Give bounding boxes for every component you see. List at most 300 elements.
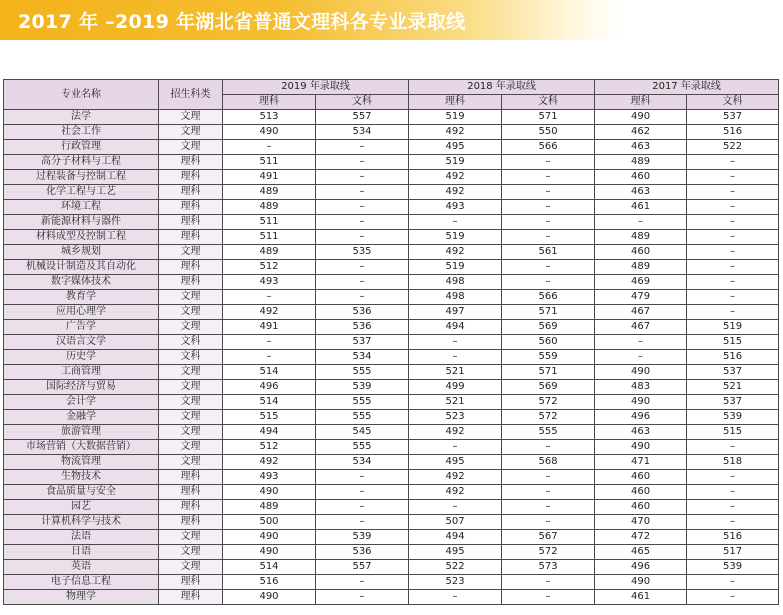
score-2017-arts: 518 xyxy=(687,455,779,470)
score-2017-arts: 516 xyxy=(687,530,779,545)
score-2019-arts: – xyxy=(316,590,409,605)
table-row xyxy=(4,125,779,140)
score-2018-science: 492 xyxy=(409,125,502,140)
score-2019-arts: 555 xyxy=(316,395,409,410)
score-2019-arts: 555 xyxy=(316,410,409,425)
major-name: 法语 xyxy=(4,530,159,545)
score-2017-science: – xyxy=(595,215,687,230)
score-2017-arts: 517 xyxy=(687,545,779,560)
major-name: 园艺 xyxy=(4,500,159,515)
major-name: 工商管理 xyxy=(4,365,159,380)
score-2018-arts: – xyxy=(502,185,595,200)
score-2019-science: 490 xyxy=(223,590,316,605)
major-name: 材料成型及控制工程 xyxy=(4,230,159,245)
score-2017-arts: 516 xyxy=(687,350,779,365)
category: 文理 xyxy=(159,125,223,140)
score-2019-arts: 557 xyxy=(316,110,409,125)
score-2018-arts: – xyxy=(502,470,595,485)
score-2018-arts: 550 xyxy=(502,125,595,140)
category: 理科 xyxy=(159,470,223,485)
category: 文理 xyxy=(159,365,223,380)
score-2017-science: 467 xyxy=(595,320,687,335)
score-2017-arts: – xyxy=(687,275,779,290)
score-2018-arts: 571 xyxy=(502,305,595,320)
score-2018-arts: 568 xyxy=(502,455,595,470)
score-2019-arts: – xyxy=(316,260,409,275)
score-2019-science: – xyxy=(223,290,316,305)
major-name: 应用心理学 xyxy=(4,305,159,320)
score-2018-science: 521 xyxy=(409,395,502,410)
score-2018-arts: – xyxy=(502,200,595,215)
score-2019-science: 512 xyxy=(223,440,316,455)
score-2019-science: 490 xyxy=(223,530,316,545)
score-2018-arts: – xyxy=(502,440,595,455)
score-2017-arts: – xyxy=(687,200,779,215)
score-2017-science: 471 xyxy=(595,455,687,470)
score-2018-science: 493 xyxy=(409,200,502,215)
score-2018-science: – xyxy=(409,215,502,230)
score-2017-science: 470 xyxy=(595,515,687,530)
major-name: 物理学 xyxy=(4,590,159,605)
score-2019-arts: – xyxy=(316,470,409,485)
category: 文理 xyxy=(159,395,223,410)
score-2018-arts: 555 xyxy=(502,425,595,440)
header-category: 招生科类 xyxy=(159,80,223,110)
category: 文理 xyxy=(159,410,223,425)
score-2018-science: – xyxy=(409,590,502,605)
major-name: 汉语言文学 xyxy=(4,335,159,350)
score-2018-arts: 566 xyxy=(502,290,595,305)
score-2017-science: 460 xyxy=(595,485,687,500)
table-row xyxy=(4,545,779,560)
score-2018-arts: 567 xyxy=(502,530,595,545)
table-row xyxy=(4,320,779,335)
score-2017-arts: – xyxy=(687,515,779,530)
score-2018-arts: 572 xyxy=(502,410,595,425)
score-2017-science: 479 xyxy=(595,290,687,305)
category: 理科 xyxy=(159,155,223,170)
table-row xyxy=(4,560,779,575)
score-2018-science: 519 xyxy=(409,155,502,170)
score-2019-arts: 539 xyxy=(316,380,409,395)
score-2019-arts: – xyxy=(316,215,409,230)
major-name: 教育学 xyxy=(4,290,159,305)
score-2018-science: 492 xyxy=(409,245,502,260)
table-row xyxy=(4,455,779,470)
score-2019-science: 493 xyxy=(223,470,316,485)
score-2019-science: 496 xyxy=(223,380,316,395)
score-2019-science: 491 xyxy=(223,320,316,335)
score-2019-arts: – xyxy=(316,575,409,590)
category: 理科 xyxy=(159,275,223,290)
table-row xyxy=(4,275,779,290)
score-2019-science: 491 xyxy=(223,170,316,185)
table-row xyxy=(4,185,779,200)
score-2017-arts: 516 xyxy=(687,125,779,140)
score-2017-arts: 537 xyxy=(687,365,779,380)
score-2017-science: 489 xyxy=(595,155,687,170)
score-2017-arts: – xyxy=(687,305,779,320)
major-name: 历史学 xyxy=(4,350,159,365)
score-2019-science: 511 xyxy=(223,155,316,170)
score-2017-science: 461 xyxy=(595,200,687,215)
category: 文理 xyxy=(159,320,223,335)
table-row xyxy=(4,170,779,185)
score-2018-arts: – xyxy=(502,500,595,515)
admission-score-table xyxy=(3,79,779,605)
score-2019-science: – xyxy=(223,335,316,350)
score-2017-science: 463 xyxy=(595,425,687,440)
score-2019-arts: – xyxy=(316,140,409,155)
header-year-2019: 2019 年录取线 xyxy=(223,80,409,95)
score-2019-arts: 537 xyxy=(316,335,409,350)
score-2018-science: 519 xyxy=(409,260,502,275)
table-row xyxy=(4,290,779,305)
score-2019-arts: – xyxy=(316,275,409,290)
score-2019-science: 514 xyxy=(223,395,316,410)
score-2019-arts: 536 xyxy=(316,545,409,560)
score-2019-science: – xyxy=(223,140,316,155)
major-name: 行政管理 xyxy=(4,140,159,155)
category: 理科 xyxy=(159,215,223,230)
score-2018-science: 494 xyxy=(409,530,502,545)
major-name: 英语 xyxy=(4,560,159,575)
score-2018-science: 499 xyxy=(409,380,502,395)
score-2017-arts: – xyxy=(687,470,779,485)
score-2019-science: 490 xyxy=(223,125,316,140)
score-2017-science: 472 xyxy=(595,530,687,545)
category: 文理 xyxy=(159,140,223,155)
category: 理科 xyxy=(159,170,223,185)
score-2019-arts: – xyxy=(316,185,409,200)
category: 文科 xyxy=(159,335,223,350)
header-sub: 文科 xyxy=(687,95,779,110)
score-2019-arts: – xyxy=(316,200,409,215)
score-2018-science: 494 xyxy=(409,320,502,335)
score-2019-arts: – xyxy=(316,290,409,305)
score-2019-science: 492 xyxy=(223,305,316,320)
table-row xyxy=(4,470,779,485)
score-2018-arts: 569 xyxy=(502,380,595,395)
major-name: 国际经济与贸易 xyxy=(4,380,159,395)
score-2018-arts: 559 xyxy=(502,350,595,365)
major-name: 广告学 xyxy=(4,320,159,335)
page-title: 2017 年 –2019 年湖北省普通文理科各专业录取线 xyxy=(18,11,466,33)
score-2019-arts: – xyxy=(316,515,409,530)
score-2017-arts: 537 xyxy=(687,395,779,410)
score-2019-arts: – xyxy=(316,230,409,245)
score-2017-science: 496 xyxy=(595,560,687,575)
score-2018-arts: – xyxy=(502,485,595,500)
score-2019-science: 489 xyxy=(223,200,316,215)
category: 文理 xyxy=(159,110,223,125)
score-2017-arts: – xyxy=(687,260,779,275)
major-name: 过程装备与控制工程 xyxy=(4,170,159,185)
header-sub: 理科 xyxy=(595,95,687,110)
table-row xyxy=(4,575,779,590)
score-2019-science: 489 xyxy=(223,500,316,515)
score-2018-science: 492 xyxy=(409,485,502,500)
score-2017-science: 465 xyxy=(595,545,687,560)
score-2019-arts: – xyxy=(316,500,409,515)
score-2019-science: 490 xyxy=(223,485,316,500)
table-row xyxy=(4,260,779,275)
score-2018-science: 497 xyxy=(409,305,502,320)
major-name: 旅游管理 xyxy=(4,425,159,440)
score-2018-science: – xyxy=(409,350,502,365)
score-2018-arts: – xyxy=(502,590,595,605)
score-2017-science: 496 xyxy=(595,410,687,425)
score-2018-science: – xyxy=(409,335,502,350)
score-2017-science: 483 xyxy=(595,380,687,395)
score-2017-science: 467 xyxy=(595,305,687,320)
major-name: 城乡规划 xyxy=(4,245,159,260)
score-2018-arts: – xyxy=(502,215,595,230)
score-2019-arts: 534 xyxy=(316,125,409,140)
score-2017-science: 460 xyxy=(595,470,687,485)
score-2017-arts: – xyxy=(687,575,779,590)
table-row xyxy=(4,515,779,530)
score-2017-arts: – xyxy=(687,485,779,500)
category: 理科 xyxy=(159,485,223,500)
score-2018-science: – xyxy=(409,500,502,515)
score-2017-arts: 515 xyxy=(687,425,779,440)
major-name: 金融学 xyxy=(4,410,159,425)
category: 文理 xyxy=(159,245,223,260)
score-2017-arts: – xyxy=(687,215,779,230)
score-2018-arts: – xyxy=(502,260,595,275)
category: 理科 xyxy=(159,590,223,605)
score-2019-science: 516 xyxy=(223,575,316,590)
score-2018-arts: 571 xyxy=(502,110,595,125)
score-2017-arts: 515 xyxy=(687,335,779,350)
header-sub: 理科 xyxy=(223,95,316,110)
table-row xyxy=(4,305,779,320)
score-2018-arts: 560 xyxy=(502,335,595,350)
title-banner xyxy=(0,0,620,40)
category: 理科 xyxy=(159,185,223,200)
score-2017-science: 460 xyxy=(595,500,687,515)
score-2018-science: 522 xyxy=(409,560,502,575)
table-row xyxy=(4,215,779,230)
score-2017-arts: 519 xyxy=(687,320,779,335)
header-year-2017: 2017 年录取线 xyxy=(595,80,779,95)
score-2017-science: 489 xyxy=(595,230,687,245)
table-row xyxy=(4,155,779,170)
category: 文理 xyxy=(159,290,223,305)
score-2018-science: 521 xyxy=(409,365,502,380)
score-2019-science: 493 xyxy=(223,275,316,290)
score-2019-arts: 535 xyxy=(316,245,409,260)
table-row xyxy=(4,500,779,515)
major-name: 计算机科学与技术 xyxy=(4,515,159,530)
score-2019-arts: 545 xyxy=(316,425,409,440)
major-name: 电子信息工程 xyxy=(4,575,159,590)
category: 文理 xyxy=(159,440,223,455)
score-2017-science: 463 xyxy=(595,140,687,155)
score-2018-science: 523 xyxy=(409,575,502,590)
header-row-years xyxy=(4,80,779,95)
score-2017-science: – xyxy=(595,350,687,365)
major-name: 食品质量与安全 xyxy=(4,485,159,500)
score-2018-arts: – xyxy=(502,575,595,590)
table-row xyxy=(4,245,779,260)
table-row xyxy=(4,110,779,125)
score-2018-arts: – xyxy=(502,230,595,245)
category: 理科 xyxy=(159,515,223,530)
header-sub: 文科 xyxy=(316,95,409,110)
major-name: 会计学 xyxy=(4,395,159,410)
score-2019-arts: 557 xyxy=(316,560,409,575)
score-2018-science: 495 xyxy=(409,455,502,470)
score-2018-science: 495 xyxy=(409,140,502,155)
category: 理科 xyxy=(159,500,223,515)
score-2018-science: 492 xyxy=(409,470,502,485)
score-2018-science: 498 xyxy=(409,290,502,305)
score-2017-science: 490 xyxy=(595,365,687,380)
major-name: 环境工程 xyxy=(4,200,159,215)
score-2017-arts: – xyxy=(687,230,779,245)
table-row xyxy=(4,485,779,500)
score-2018-arts: 566 xyxy=(502,140,595,155)
score-2018-science: 495 xyxy=(409,545,502,560)
score-2018-arts: 561 xyxy=(502,245,595,260)
score-2017-science: 490 xyxy=(595,395,687,410)
category: 文理 xyxy=(159,560,223,575)
score-2017-arts: 521 xyxy=(687,380,779,395)
score-2018-arts: – xyxy=(502,155,595,170)
table-row xyxy=(4,410,779,425)
table-row xyxy=(4,365,779,380)
score-2018-science: 507 xyxy=(409,515,502,530)
category: 理科 xyxy=(159,230,223,245)
category: 文理 xyxy=(159,305,223,320)
score-2017-science: 490 xyxy=(595,110,687,125)
category: 文科 xyxy=(159,350,223,365)
score-2018-arts: – xyxy=(502,515,595,530)
score-2018-science: 519 xyxy=(409,230,502,245)
score-2019-science: 514 xyxy=(223,560,316,575)
score-2019-arts: – xyxy=(316,155,409,170)
score-2018-science: 492 xyxy=(409,170,502,185)
table-row xyxy=(4,530,779,545)
score-2017-science: 463 xyxy=(595,185,687,200)
major-name: 高分子材料与工程 xyxy=(4,155,159,170)
category: 文理 xyxy=(159,455,223,470)
score-2017-arts: – xyxy=(687,290,779,305)
score-2017-science: 490 xyxy=(595,440,687,455)
major-name: 市场营销（大数据营销） xyxy=(4,440,159,455)
score-2019-science: 492 xyxy=(223,455,316,470)
score-2018-arts: 572 xyxy=(502,395,595,410)
score-2019-arts: 539 xyxy=(316,530,409,545)
table-body xyxy=(4,110,779,605)
score-2018-arts: 572 xyxy=(502,545,595,560)
score-2017-science: 462 xyxy=(595,125,687,140)
major-name: 法学 xyxy=(4,110,159,125)
score-2017-arts: – xyxy=(687,185,779,200)
table-row xyxy=(4,425,779,440)
score-2018-science: 519 xyxy=(409,110,502,125)
header-sub: 理科 xyxy=(409,95,502,110)
table-row xyxy=(4,395,779,410)
category: 理科 xyxy=(159,260,223,275)
major-name: 数字媒体技术 xyxy=(4,275,159,290)
score-2018-arts: 573 xyxy=(502,560,595,575)
score-2019-science: 500 xyxy=(223,515,316,530)
score-2017-arts: – xyxy=(687,170,779,185)
major-name: 新能源材料与器件 xyxy=(4,215,159,230)
score-2018-arts: – xyxy=(502,170,595,185)
score-2019-arts: – xyxy=(316,170,409,185)
score-2018-science: 492 xyxy=(409,425,502,440)
score-2019-science: 511 xyxy=(223,230,316,245)
score-2017-arts: 522 xyxy=(687,140,779,155)
score-2019-arts: – xyxy=(316,485,409,500)
score-2019-arts: 555 xyxy=(316,440,409,455)
table-row xyxy=(4,590,779,605)
score-2017-arts: – xyxy=(687,155,779,170)
score-2019-arts: 534 xyxy=(316,455,409,470)
header-major: 专业名称 xyxy=(4,80,159,110)
score-2017-science: 460 xyxy=(595,170,687,185)
score-2017-arts: – xyxy=(687,590,779,605)
score-2017-arts: – xyxy=(687,440,779,455)
table-row xyxy=(4,350,779,365)
score-2017-arts: 539 xyxy=(687,560,779,575)
score-2018-science: 498 xyxy=(409,275,502,290)
major-name: 日语 xyxy=(4,545,159,560)
score-2018-arts: 571 xyxy=(502,365,595,380)
score-2018-arts: 569 xyxy=(502,320,595,335)
category: 文理 xyxy=(159,425,223,440)
major-name: 物流管理 xyxy=(4,455,159,470)
score-2019-arts: 555 xyxy=(316,365,409,380)
table-row xyxy=(4,440,779,455)
score-2017-science: 469 xyxy=(595,275,687,290)
score-2019-science: – xyxy=(223,350,316,365)
score-2017-science: 461 xyxy=(595,590,687,605)
score-2019-science: 514 xyxy=(223,365,316,380)
major-name: 社会工作 xyxy=(4,125,159,140)
table-row xyxy=(4,335,779,350)
score-2017-science: 490 xyxy=(595,575,687,590)
score-2018-arts: – xyxy=(502,275,595,290)
score-2019-science: 490 xyxy=(223,545,316,560)
major-name: 化学工程与工艺 xyxy=(4,185,159,200)
header-year-2018: 2018 年录取线 xyxy=(409,80,595,95)
table-row xyxy=(4,230,779,245)
score-2017-science: 489 xyxy=(595,260,687,275)
category: 理科 xyxy=(159,200,223,215)
table-row xyxy=(4,200,779,215)
score-2019-science: 513 xyxy=(223,110,316,125)
score-2019-arts: 536 xyxy=(316,320,409,335)
major-name: 机械设计制造及其自动化 xyxy=(4,260,159,275)
score-2018-science: – xyxy=(409,440,502,455)
score-2018-science: 492 xyxy=(409,185,502,200)
score-2019-science: 494 xyxy=(223,425,316,440)
score-2019-science: 511 xyxy=(223,215,316,230)
header-sub: 文科 xyxy=(502,95,595,110)
category: 理科 xyxy=(159,575,223,590)
category: 文理 xyxy=(159,380,223,395)
table-row xyxy=(4,140,779,155)
score-2018-science: 523 xyxy=(409,410,502,425)
table-row xyxy=(4,380,779,395)
score-2019-science: 515 xyxy=(223,410,316,425)
score-2017-science: – xyxy=(595,335,687,350)
